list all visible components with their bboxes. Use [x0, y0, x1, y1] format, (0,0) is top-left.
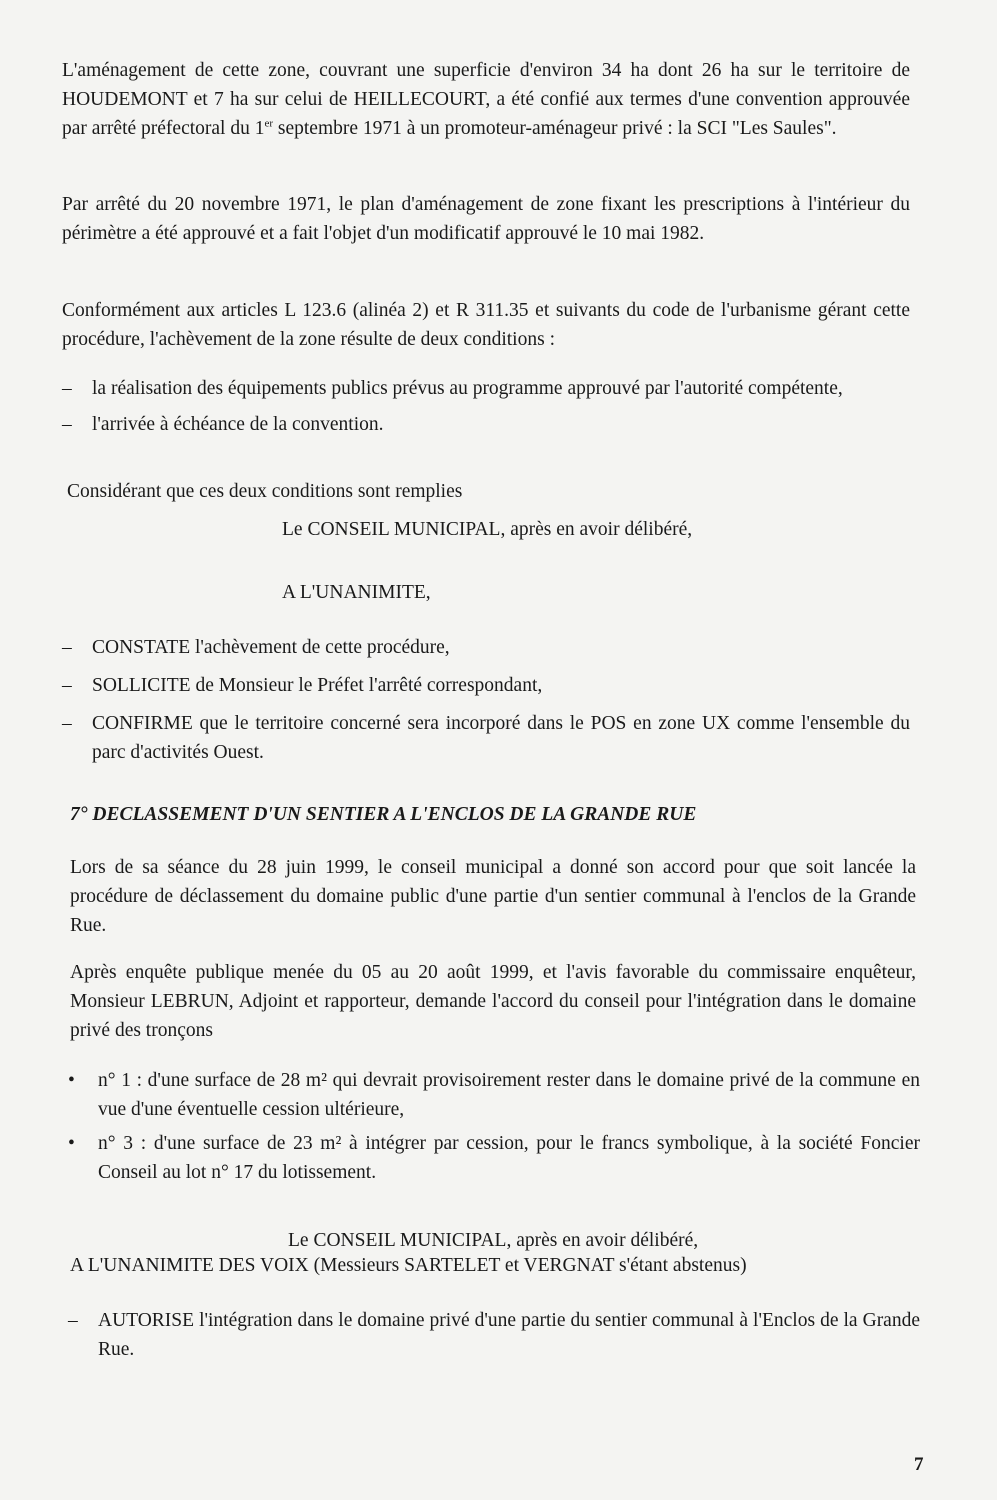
list-item	[62, 671, 910, 700]
dash-marker: –	[68, 1310, 78, 1331]
decisions-list-1	[62, 633, 910, 767]
decisions-list-2	[68, 1306, 920, 1364]
paragraph-amenagement	[62, 56, 910, 143]
dash-marker: –	[62, 378, 72, 399]
superscript-er: er	[264, 117, 274, 130]
dash-marker: –	[62, 414, 72, 435]
unanimite-2: A L'UNANIMITE DES VOIX (Messieurs SARTELET et VERGNAT s'étant abstenus)	[70, 1255, 747, 1276]
paragraph-amenagement-text: L'aménagement de cette zone, couvrant une superficie d'environ 34 ha dont 26 ha sur le territoire de HOUDEMONT et 7 ha sur celui de HEILLECOURT, a été confié aux termes d'une convention approuvée par arrêté préfectoral du 1	[62, 60, 910, 139]
list-item	[62, 709, 910, 767]
paragraph-considerant: Considérant que ces deux conditions sont remplies	[67, 481, 463, 502]
dash-marker: –	[62, 675, 72, 696]
condition-text: la réalisation des équipements publics prévus au programme approuvé par l'autorité compétente,	[92, 378, 843, 399]
list-item	[62, 633, 910, 662]
paragraph-amenagement-end: septembre 1971 à un promoteur-aménageur privé : la SCI "Les Saules".	[273, 118, 837, 139]
bullet-marker: •	[68, 1070, 75, 1091]
paragraph-arrete: Par arrêté du 20 novembre 1971, le plan d'aménagement de zone fixant les prescriptions à l'intérieur du périmètre a été approuvé et a fait l'objet d'un modificatif approuvé le 10 mai 1982.	[62, 194, 910, 244]
list-item	[68, 1129, 920, 1187]
dash-marker: –	[62, 637, 72, 658]
list-item	[68, 1306, 920, 1364]
troncon-text: n° 3 : d'une surface de 23 m² à intégrer par cession, pour le francs symbolique, à la société Foncier Conseil au lot n° 17 du lotissement.	[98, 1133, 920, 1183]
decision-text: CONSTATE l'achèvement de cette procédure,	[92, 637, 450, 658]
council-statement-1: Le CONSEIL MUNICIPAL, après en avoir délibéré,	[282, 519, 693, 540]
decision-text: SOLLICITE de Monsieur le Préfet l'arrêté correspondant,	[92, 675, 543, 696]
conditions-list	[62, 374, 910, 439]
council-statement-2: Le CONSEIL MUNICIPAL, après en avoir délibéré,	[288, 1230, 699, 1251]
page-number: 7	[914, 1454, 924, 1475]
list-item	[62, 374, 910, 403]
unanimite-1: A L'UNANIMITE,	[282, 582, 431, 603]
condition-text: l'arrivée à échéance de la convention.	[92, 414, 384, 435]
paragraph-seance: Lors de sa séance du 28 juin 1999, le conseil municipal a donné son accord pour que soit lancée la procédure de déclassement du domaine public d'une partie d'un sentier communal à l'enclos de la Grande Rue.	[70, 857, 916, 936]
paragraph-enquete: Après enquête publique menée du 05 au 20 août 1999, et l'avis favorable du commissaire enquêteur, Monsieur LEBRUN, Adjoint et rapporteur, demande l'accord du conseil pour l'intégration dans le domaine privé des tronçons	[70, 962, 916, 1041]
troncons-list	[68, 1066, 920, 1187]
decision-text: AUTORISE l'intégration dans le domaine privé d'une partie du sentier communal à l'Enclos de la Grande Rue.	[98, 1310, 920, 1360]
bullet-marker: •	[68, 1133, 75, 1154]
dash-marker: –	[62, 713, 72, 734]
list-item	[68, 1066, 920, 1124]
decision-text: CONFIRME que le territoire concerné sera incorporé dans le POS en zone UX comme l'ensemble du parc d'activités Ouest.	[92, 713, 910, 763]
paragraph-conformement: Conformément aux articles L 123.6 (alinéa 2) et R 311.35 et suivants du code de l'urbanisme gérant cette procédure, l'achèvement de la zone résulte de deux conditions :	[62, 300, 910, 350]
troncon-text: n° 1 : d'une surface de 28 m² qui devrait provisoirement rester dans le domaine privé de la commune en vue d'une éventuelle cession ultérieure,	[98, 1070, 920, 1120]
list-item	[62, 410, 910, 439]
section-heading-7: 7° DECLASSEMENT D'UN SENTIER A L'ENCLOS DE LA GRANDE RUE	[70, 804, 697, 825]
